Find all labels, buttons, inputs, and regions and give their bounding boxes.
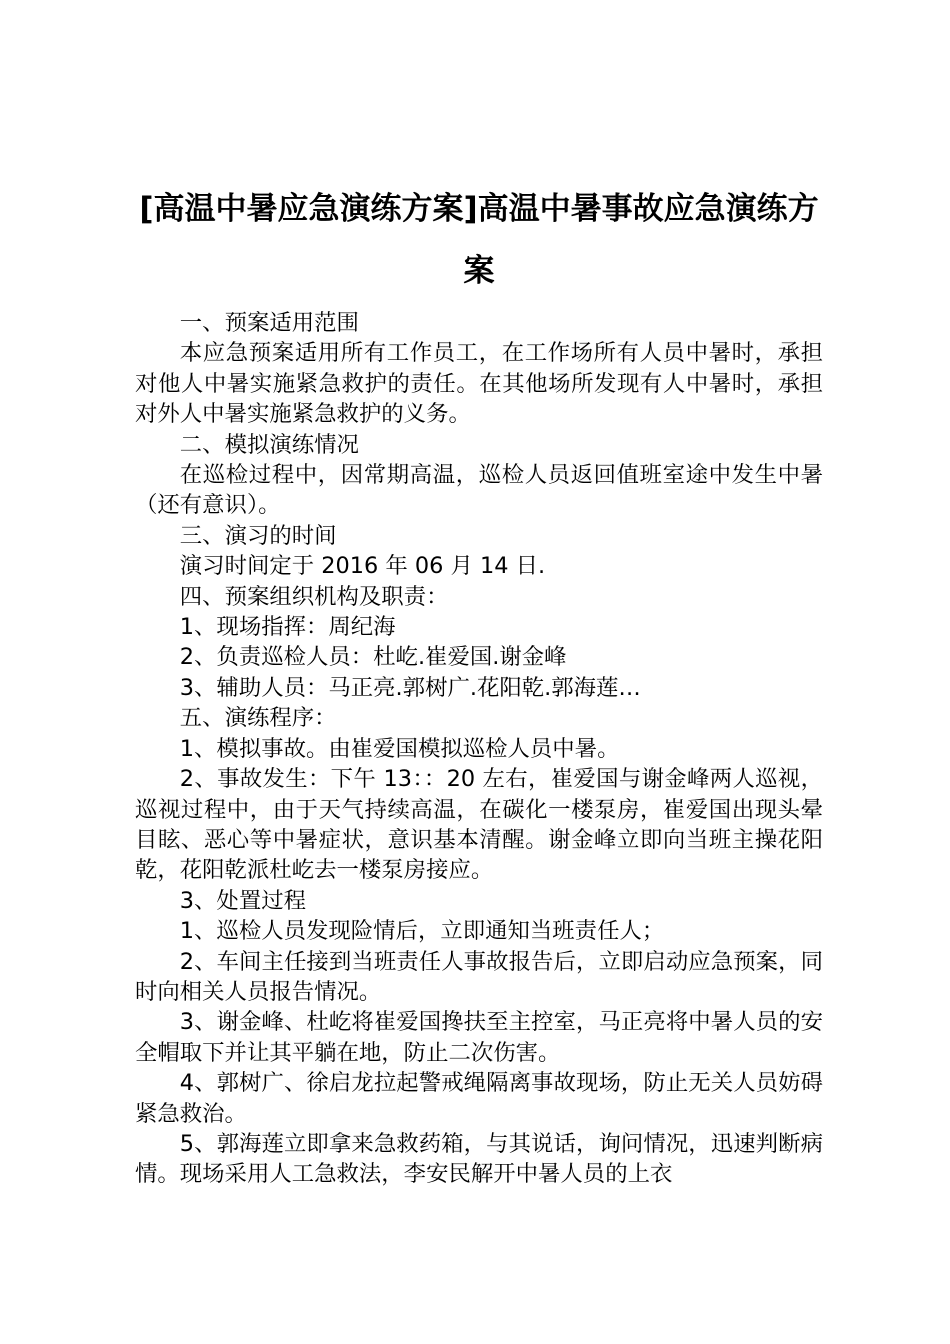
paragraph-scope: 本应急预案适用所有工作员工，在工作场所有人员中暑时，承担对他人中暑实施紧急救护的责任。在其他场所发现有人中暑时，承担对外人中暑实施紧急救护的义务。 (135, 340, 823, 428)
paragraph-handling-heading: 3、处置过程 (179, 887, 306, 914)
paragraph-assistant-staff: 3、辅助人员：马正亮.郭树广.花阳乾.郭海莲… (179, 674, 641, 701)
paragraph-step-simulate: 1、模拟事故。由崔爱国模拟巡检人员中暑。 (179, 735, 620, 762)
paragraph-drill-date: 演习时间定于 2016 年 06 月 14 日. (179, 553, 546, 580)
paragraph-section-1-heading: 一、预案适用范围 (179, 310, 359, 336)
paragraph-handling-3: 3、谢金峰、杜屹将崔爱国搀扶至主控室，马正亮将中暑人员的安全帽取下并让其平躺在地，防止二次伤害。 (135, 1009, 823, 1066)
paragraph-section-4-heading: 四、预案组织机构及职责： (179, 583, 449, 610)
paragraph-handling-2: 2、车间主任接到当班责任人事故报告后，立即启动应急预案，同时向相关人员报告情况。 (135, 948, 823, 1005)
paragraph-scenario: 在巡检过程中，因常期高温，巡检人员返回值班室途中发生中暑（还有意识）。 (135, 462, 823, 519)
paragraph-handling-5: 5、郭海莲立即拿来急救药箱，与其说话，询问情况，迅速判断病情。现场采用人工急救法，李安民解开中暑人员的上衣 (135, 1130, 823, 1188)
paragraph-step-incident: 2、事故发生：下午 13：：20 左右，崔爱国与谢金峰两人巡视，巡视过程中，由于天气持续高温，在碳化一楼泵房，崔爱国出现头晕目眩、恶心等中暑症状，意识基本清醒。谢金峰立即向当班主操花阳乾，花阳乾派杜屹去一楼泵房接应。 (135, 766, 823, 884)
paragraph-commander: 1、现场指挥：周纪海 (179, 614, 396, 641)
paragraph-section-5-heading: 五、演练程序： (179, 705, 337, 732)
paragraph-section-2-heading: 二、模拟演练情况 (179, 431, 359, 458)
paragraph-handling-4: 4、郭树广、徐启龙拉起警戒绳隔离事故现场，防止无关人员妨碍紧急救治。 (135, 1070, 823, 1127)
paragraph-patrol-staff: 2、负责巡检人员：杜屹.崔爱国.谢金峰 (179, 644, 567, 671)
paragraph-handling-1: 1、巡检人员发现险情后，立即通知当班责任人； (179, 918, 665, 945)
document-body (135, 308, 823, 1190)
document-title: [高温中暑应急演练方案]高温中暑事故应急演练方案 (139, 191, 819, 289)
paragraph-section-3-heading: 三、演习的时间 (179, 522, 337, 549)
document-page (135, 178, 823, 1190)
